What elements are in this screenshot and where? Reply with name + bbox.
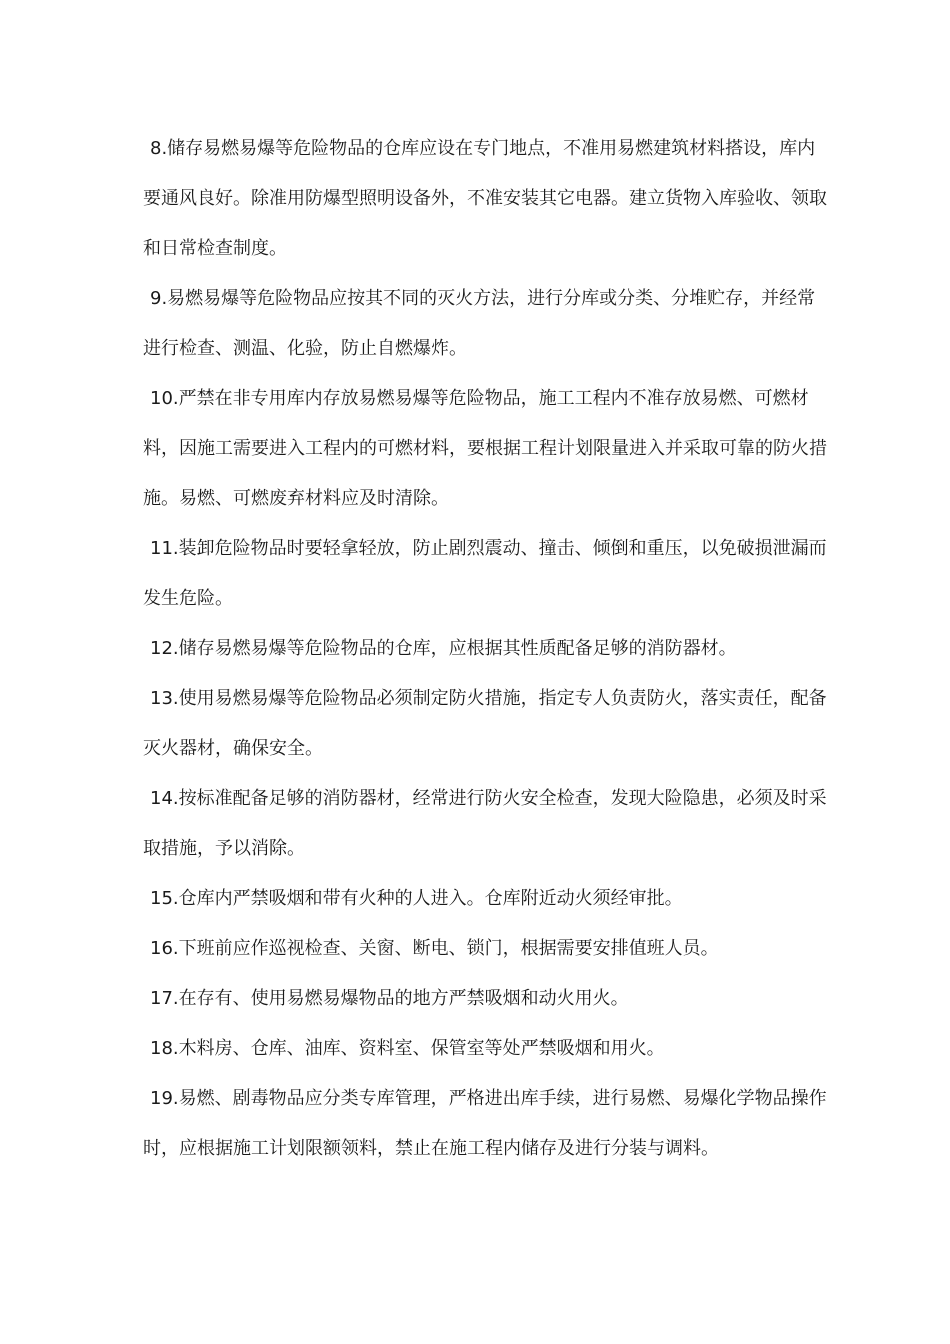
paragraph-item-17: 17.在存有、使用易燃易爆物品的地方严禁吸烟和动火用火。 xyxy=(150,988,629,1009)
paragraph-item-18: 18.木料房、仓库、油库、资料室、保管室等处严禁吸烟和用火。 xyxy=(150,1038,665,1059)
paragraph-item-16: 16.下班前应作巡视检查、关窗、断电、锁门，根据需要安排值班人员。 xyxy=(150,938,719,959)
paragraph-item-10: 10.严禁在非专用库内存放易燃易爆等危险物品，施工工程内不准存放易燃、可燃材料，因施工需要进入工程内的可燃材料，要根据工程计划限量进入并采取可靠的防火措施。易燃、可燃废弃材料应及时清除。 xyxy=(143,388,827,509)
paragraph-item-11: 11.装卸危险物品时要轻拿轻放，防止剧烈震动、撞击、倾倒和重压，以免破损泄漏而发生危险。 xyxy=(143,538,827,609)
paragraph-item-9: 9.易燃易爆等危险物品应按其不同的灭火方法，进行分库或分类、分堆贮存，并经常进行检查、测温、化验，防止自燃爆炸。 xyxy=(143,288,816,359)
paragraph-item-14: 14.按标准配备足够的消防器材，经常进行防火安全检查，发现大险隐患，必须及时采取措施，予以消除。 xyxy=(143,788,827,859)
paragraph-item-19: 19.易燃、剧毒物品应分类专库管理，严格进出库手续，进行易燃、易爆化学物品操作时，应根据施工计划限额领料，禁止在施工程内储存及进行分装与调料。 xyxy=(143,1088,827,1159)
paragraph-item-15: 15.仓库内严禁吸烟和带有火种的人进入。仓库附近动火须经审批。 xyxy=(150,888,683,909)
document-body xyxy=(143,124,833,1174)
paragraph-item-13: 13.使用易燃易爆等危险物品必须制定防火措施，指定专人负责防火，落实责任，配备灭火器材，确保安全。 xyxy=(143,688,827,759)
paragraph-item-8: 8.储存易燃易爆等危险物品的仓库应设在专门地点，不准用易燃建筑材料搭设，库内要通风良好。除准用防爆型照明设备外，不准安装其它电器。建立货物入库验收、领取和日常检查制度。 xyxy=(143,138,827,259)
paragraph-item-12: 12.储存易燃易爆等危险物品的仓库，应根据其性质配备足够的消防器材。 xyxy=(150,638,737,659)
